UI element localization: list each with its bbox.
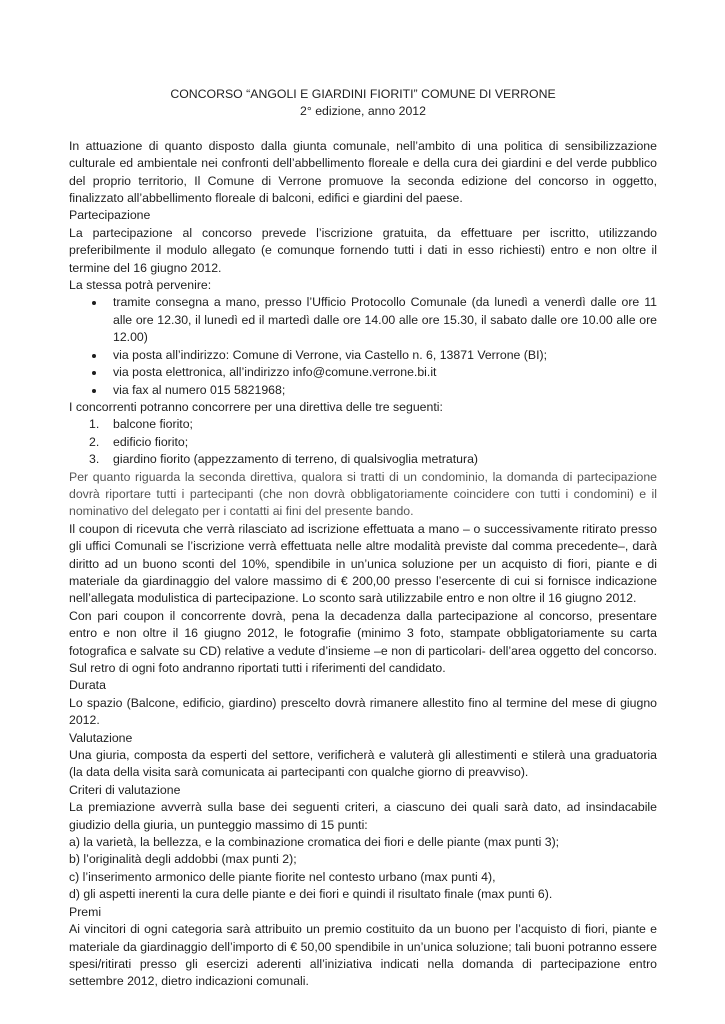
list-item bbox=[69, 451, 657, 468]
paragraph: Lo spazio (Balcone, edificio, giardino) prescelto dovrà rimanere allestito fino al termine del mese di giugno 2012. bbox=[69, 695, 657, 728]
list-text: edificio fiorito; bbox=[113, 434, 189, 449]
paragraph: Il coupon di ricevuta che verrà rilasciato ad iscrizione effettuata a mano – o successivamente ritirato presso gli uffici Comunali se l’iscrizione verrà effettuata nelle altre modalità previste dal comma precedente–, darà diritto ad un buono sconti del 10%, spendibile in un’unica soluzione per un acquisto di fiori, piante e di materiale da giardinaggio del valore massimo di € 200,00 presso l’esercente di cui si fornisce indicazione nell’allegata modulistica di partecipazione. Lo sconto sarà utilizzabile entro e non oltre il 16 giugno 2012. bbox=[69, 521, 657, 606]
section-heading-durata: Durata bbox=[69, 678, 106, 693]
paragraph: La premiazione avverrà sulla base dei seguenti criteri, a ciascuno dei quali sarà dato, ad insindacabile giudizio della giuria, un punteggio massimo di 15 punti: bbox=[69, 800, 657, 832]
list-item: via posta elettronica, all’indirizzo info@comune.verrone.bi.it bbox=[69, 364, 657, 381]
document-title: CONCORSO “ANGOLI E GIARDINI FIORITI” COMUNE DI VERRONE bbox=[170, 87, 556, 101]
paragraph: I concorrenti potranno concorrere per una direttiva delle tre seguenti: bbox=[69, 399, 443, 414]
list-text: giardino fiorito (appezzamento di terreno, di qualsivoglia metratura) bbox=[113, 452, 478, 467]
list-item bbox=[69, 416, 657, 433]
criteria-item: a) la varietà, la bellezza, e la combinazione cromatica dei fiori e delle piante (max punti 3); bbox=[69, 835, 560, 850]
criteria-item: b) l’originalità degli addobbi (max punti 2); bbox=[69, 852, 297, 867]
paragraph: Una giuria, composta da esperti del settore, verificherà e valuterà gli allestimenti e stilerà una graduatoria (la data della visita sarà comunicata ai partecipanti con qualche giorno di preavviso). bbox=[69, 748, 657, 780]
paragraph: Per quanto riguarda la seconda direttiva, qualora si tratti di un condominio, la domanda di partecipazione dovrà riportare tutti i partecipanti (che non dovrà obbligatoriamente coincidere con tutti i condomini) e il nominativo del delegato per i contatti ai fini del presente bando. bbox=[69, 469, 657, 519]
list-text: balcone fiorito; bbox=[113, 417, 193, 432]
list-item: via posta all’indirizzo: Comune di Verrone, via Castello n. 6, 13871 Verrone (BI); bbox=[69, 347, 657, 364]
list-number: 1. bbox=[89, 417, 100, 432]
document-body bbox=[69, 86, 657, 991]
categories-list bbox=[69, 416, 657, 468]
intro-paragraph: In attuazione di quanto disposto dalla giunta comunale, nell’ambito di una politica di sensibilizzazione culturale ed ambientale nei confronti dell’abbellimento floreale e della cura dei giardini e del verde pubblico del proprio territorio, Il Comune di Verrone promuove la seconda edizione del concorso in oggetto, finalizzato all’abbellimento floreale di balconi, edifici e giardini del paese. bbox=[69, 138, 657, 206]
section-heading-premi: Premi bbox=[69, 904, 102, 919]
list-number: 3. bbox=[89, 452, 100, 467]
list-item bbox=[69, 434, 657, 451]
paragraph: La partecipazione al concorso prevede l’iscrizione gratuita, da effettuare per iscritto, utilizzando preferibilmente il modulo allegato (e comunque fornendo tutti i dati in esso richiesti) entro e non oltre il termine del 16 giugno 2012. bbox=[69, 225, 657, 275]
submission-methods-list bbox=[69, 294, 657, 398]
paragraph: Con pari coupon il concorrente dovrà, pena la decadenza dalla partecipazione al concorso, presentare entro e non oltre il 16 giugno 2012, le fotografie (minimo 3 foto, stampate obbligatoriamente su carta fotografica e salvate su CD) relative a vedute d’insieme –e non di particolari- dell’area oggetto del concorso. Sul retro di ogni foto andranno riportati tutti i riferimenti del candidato. bbox=[69, 608, 657, 675]
list-item: via fax al numero 015 5821968; bbox=[69, 382, 657, 399]
document-subtitle: 2° edizione, anno 2012 bbox=[300, 104, 426, 119]
list-number: 2. bbox=[89, 434, 100, 449]
spacer bbox=[69, 121, 657, 138]
criteria-item: c) l’inserimento armonico delle piante fiorite nel contesto urbano (max punti 4), bbox=[69, 869, 496, 884]
paragraph: Ai vincitori di ogni categoria sarà attribuito un premio costituito da un buono per l’acquisto di fiori, piante e materiale da giardinaggio dell’importo di € 50,00 spendibile in un’unica soluzione; tali buoni potranno essere spesi/ritirati presso gli esercizi aderenti all’iniziativa indicati nella domanda di partecipazione entro settembre 2012, dietro indicazioni comunali. bbox=[69, 922, 657, 989]
list-item: tramite consegna a mano, presso l’Ufficio Protocollo Comunale (da lunedì a venerdì dalle ore 11 alle ore 12.30, il lunedì ed il martedì dalle ore 14.00 alle ore 15.30, il sabato dalle ore 10.00 alle ore 12.00) bbox=[69, 294, 657, 346]
section-heading-criteri: Criteri di valutazione bbox=[69, 782, 181, 797]
criteria-item: d) gli aspetti inerenti la cura delle piante e dei fiori e quindi il risultato finale (max punti 6). bbox=[69, 887, 553, 902]
section-heading-partecipazione: Partecipazione bbox=[69, 208, 151, 223]
section-heading-valutazione: Valutazione bbox=[69, 730, 133, 745]
paragraph: La stessa potrà pervenire: bbox=[69, 278, 212, 293]
